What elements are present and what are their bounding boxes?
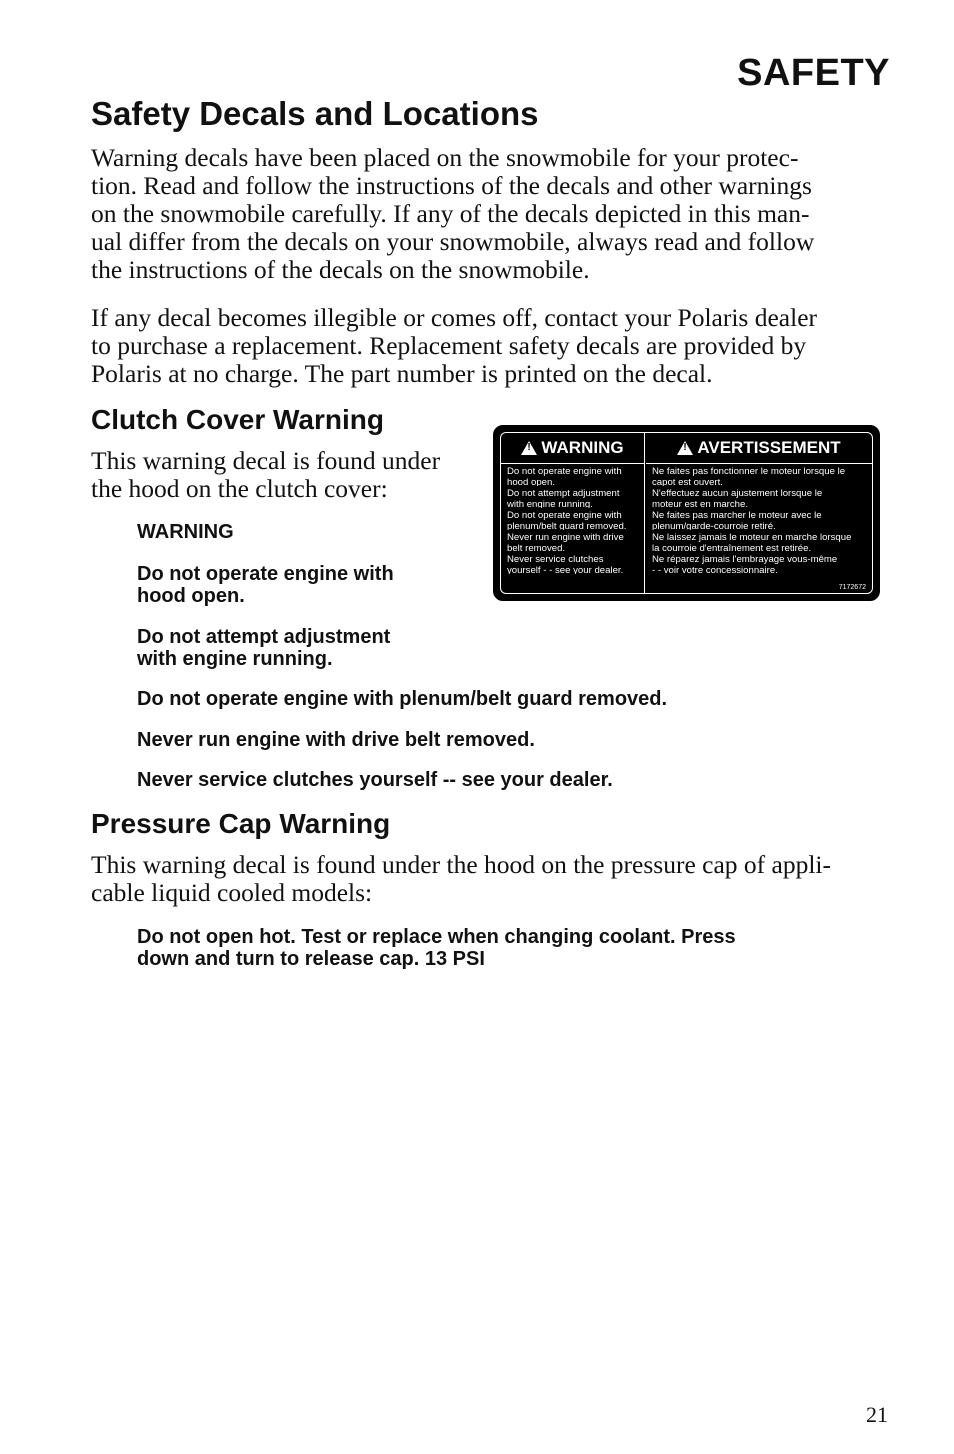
- decal-english-column: [501, 433, 645, 593]
- pressure-warning: [137, 926, 736, 970]
- clutch-warning-label: [137, 521, 234, 543]
- clutch-warning-item: [137, 729, 535, 751]
- clutch-warning-item: [137, 769, 613, 791]
- decal-row-en: Never run engine with drive belt removed.: [507, 532, 624, 552]
- decal-header-en-text: WARNING: [541, 438, 624, 457]
- pressure-intro-line: cable liquid cooled models:: [91, 878, 373, 907]
- intro-line: the instructions of the decals on the snowmobile.: [91, 255, 590, 284]
- decal-row-en: Do not operate engine with plenum/belt guard removed.: [507, 510, 627, 530]
- decal-row-en: Never service clutches yourself - - see your dealer.: [507, 554, 624, 574]
- clutch-heading: Clutch Cover Warning: [91, 404, 384, 435]
- warning-item-line: Never run engine with drive belt removed.: [137, 729, 535, 751]
- clutch-intro: [91, 447, 471, 503]
- intro-line: on the snowmobile carefully. If any of the decals depicted in this man-: [91, 199, 810, 228]
- clutch-intro-line: the hood on the clutch cover:: [91, 474, 388, 503]
- warning-item-line: Never service clutches yourself -- see your dealer.: [137, 769, 613, 791]
- intro-line: tion. Read and follow the instructions of the decals and other warnings: [91, 171, 812, 200]
- clutch-warning-item: [137, 626, 390, 670]
- decal-frame: [500, 432, 873, 594]
- page-title: Safety Decals and Locations: [91, 95, 539, 132]
- clutch-intro-line: This warning decal is found under: [91, 446, 441, 475]
- intro-paragraph: [91, 144, 891, 284]
- warning-label-text: WARNING: [137, 521, 234, 543]
- decal-row-fr: N'effectuez aucun ajustement lorsque le moteur est en marche.: [652, 488, 823, 508]
- decal-header-fr: [646, 433, 872, 464]
- decal-french-column: [646, 433, 872, 593]
- pressure-intro: [91, 851, 891, 907]
- decal-row-fr: Ne laissez jamais le moteur en marche lorsque la courroie d'entraînement est retirée.: [652, 532, 852, 552]
- warning-triangle-icon: [677, 441, 693, 455]
- decal-part-number: 7172672: [838, 584, 866, 591]
- pressure-warning-line: Do not open hot. Test or replace when changing coolant. Press: [137, 926, 736, 948]
- decal-row-en: Do not attempt adjustment with engine running.: [507, 488, 620, 508]
- replacement-paragraph: [91, 304, 891, 388]
- page-number: 21: [866, 1402, 888, 1427]
- pressure-warning-line: down and turn to release cap. 13 PSI: [137, 948, 485, 970]
- warning-item-line: Do not operate engine with plenum/belt guard removed.: [137, 688, 668, 710]
- pressure-intro-line: This warning decal is found under the hood on the pressure cap of appli-: [91, 850, 831, 879]
- replacement-line: If any decal becomes illegible or comes off, contact your Polaris dealer: [91, 303, 818, 332]
- warning-item-line: hood open.: [137, 585, 245, 607]
- intro-line: ual differ from the decals on your snowmobile, always read and follow: [91, 227, 815, 256]
- clutch-warning-item: [137, 688, 667, 710]
- decal-header-en: [501, 433, 644, 464]
- replacement-line: to purchase a replacement. Replacement safety decals are provided by: [91, 331, 807, 360]
- decal-row-fr: Ne réparez jamais l'embrayage vous-même - - voir votre concessionnaire.: [652, 554, 838, 574]
- warning-item-line: Do not operate engine with: [137, 563, 394, 585]
- pressure-heading: Pressure Cap Warning: [91, 808, 391, 839]
- replacement-line: Polaris at no charge. The part number is printed on the decal.: [91, 359, 713, 388]
- clutch-warning-item: [137, 563, 394, 607]
- section-header: SAFETY: [737, 52, 890, 94]
- decal-row-en: Do not operate engine with hood open.: [507, 466, 622, 486]
- warning-triangle-icon: [521, 441, 537, 455]
- decal-row-fr: Ne faites pas fonctionner le moteur lorsque le capot est ouvert.: [652, 466, 846, 486]
- clutch-cover-decal: [493, 425, 880, 601]
- decal-row-fr: Ne faites pas marcher le moteur avec le plenum/garde-courroie retiré.: [652, 510, 822, 530]
- decal-header-fr-text: AVERTISSEMENT: [697, 438, 841, 457]
- intro-line: Warning decals have been placed on the snowmobile for your protec-: [91, 143, 799, 172]
- warning-item-line: with engine running.: [137, 648, 333, 670]
- warning-item-line: Do not attempt adjustment: [137, 626, 391, 648]
